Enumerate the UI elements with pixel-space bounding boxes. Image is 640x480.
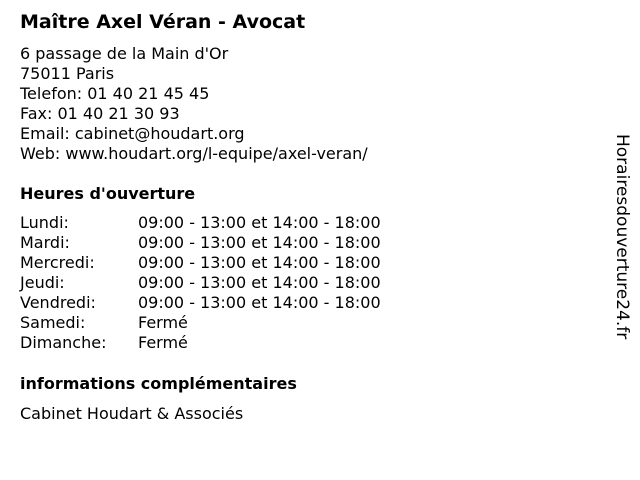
time-value: Fermé (138, 313, 188, 332)
day-label: Vendredi: (20, 293, 96, 312)
opening-hours-heading: Heures d'ouverture (20, 184, 196, 203)
day-label: Lundi: (20, 213, 69, 232)
address-city: 75011 Paris (20, 64, 115, 83)
day-label: Jeudi: (20, 273, 65, 292)
day-label: Mardi: (20, 233, 70, 252)
contact-block (20, 44, 368, 164)
site-watermark: Horairesdouverture24.fr (612, 134, 632, 340)
additional-info-text: Cabinet Houdart & Associés (20, 404, 244, 423)
page-title: Maître Axel Véran - Avocat (20, 11, 306, 33)
website-url: Web: www.houdart.org/l-equipe/axel-veran/ (20, 144, 368, 163)
email-address: Email: cabinet@houdart.org (20, 124, 245, 143)
day-label: Dimanche: (20, 333, 107, 352)
fax-number: Fax: 01 40 21 30 93 (20, 104, 180, 123)
phone-number: Telefon: 01 40 21 45 45 (20, 84, 210, 103)
address-street: 6 passage de la Main d'Or (20, 44, 229, 63)
day-label: Mercredi: (20, 253, 95, 272)
time-value: 09:00 - 13:00 et 14:00 - 18:00 (138, 293, 381, 312)
time-value: 09:00 - 13:00 et 14:00 - 18:00 (138, 233, 381, 252)
time-value: 09:00 - 13:00 et 14:00 - 18:00 (138, 213, 381, 232)
day-label: Samedi: (20, 313, 86, 332)
time-value: Fermé (138, 333, 188, 352)
time-value: 09:00 - 13:00 et 14:00 - 18:00 (138, 273, 381, 292)
additional-info-heading: informations complémentaires (20, 374, 297, 393)
time-value: 09:00 - 13:00 et 14:00 - 18:00 (138, 253, 381, 272)
